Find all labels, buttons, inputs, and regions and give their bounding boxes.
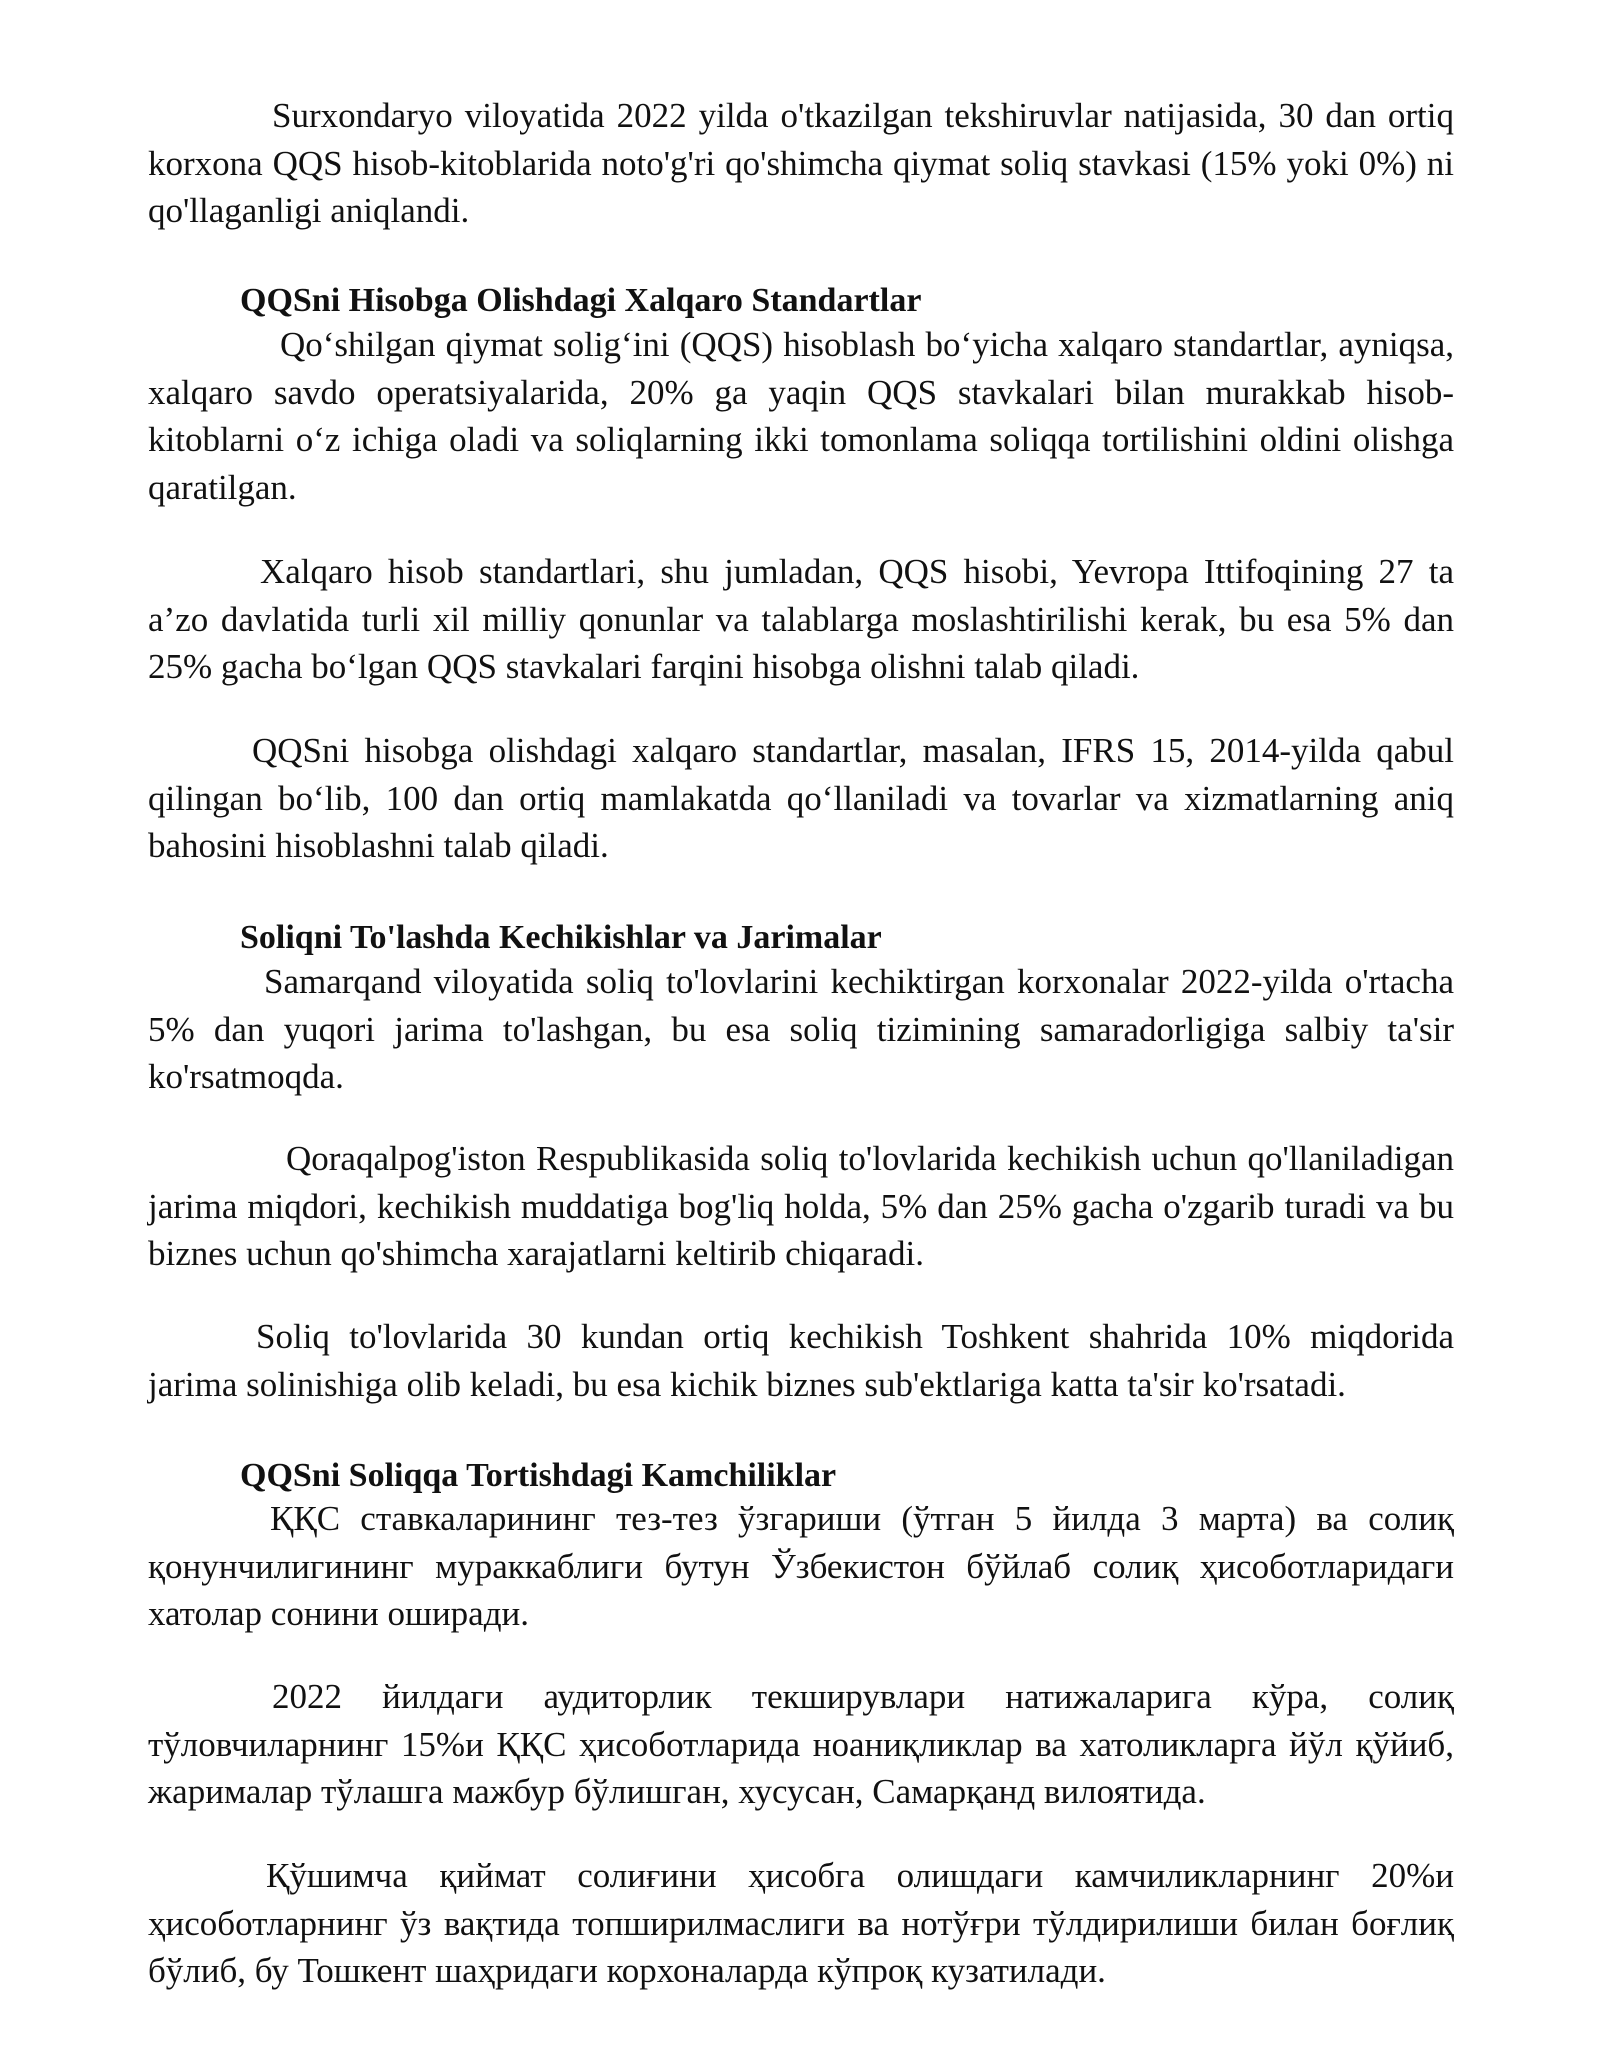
paragraph: Қўшимча қиймат солиғини ҳисобга олишдаги камчиликларнинг 20%и ҳисоботларнинг ўз вақтида топширилмаслиги ва нотўғри тўлдирилиши билан боғлиқ бўлиб, бу Тошкент шаҳридаги корхоналарда кўпроқ кузатилади. <box>148 1856 1454 1990</box>
section-heading: QQSni Soliqqa Tortishdagi Kamchiliklar <box>240 1457 837 1494</box>
paragraph: ҚҚС ставкаларининг тез-тез ўзгариши (ўтган 5 йилда 3 марта) ва солиқ қонунчилигининг мураккаблиги бутун Ўзбекистон бўйлаб солиқ ҳисоботларидаги хатолар сонини оширади. <box>148 1499 1454 1633</box>
section-heading: QQSni Hisobga Olishdagi Xalqaro Standartlar <box>240 282 922 319</box>
paragraph: 2022 йилдаги аудиторлик текширувлари натижаларига кўра, солиқ тўловчиларнинг 15%и ҚҚС ҳисоботларида ноаниқликлар ва хатоликларга йўл қўйиб, жарималар тўлашга мажбур бўлишган, хусусан, Самарқанд вилоятида. <box>148 1677 1454 1811</box>
paragraph: Surxondaryo viloyatida 2022 yilda o'tkazilgan tekshiruvlar natijasida, 30 dan ortiq korxona QQS hisob-kitoblarida noto'g'ri qo'shimcha qiymat soliq stavkasi (15% yoki 0%) ni qo'llaganligi aniqlandi. <box>148 96 1454 230</box>
paragraph: Xalqaro hisob standartlari, shu jumladan, QQS hisobi, Yevropa Ittifoqining 27 ta a’zo davlatida turli xil milliy qonunlar va talablarga moslashtirilishi kerak, bu esa 5% dan 25% gacha bo‘lgan QQS stavkalari farqini hisobga olishni talab qiladi. <box>148 552 1454 686</box>
paragraph: QQSni hisobga olishdagi xalqaro standartlar, masalan, IFRS 15, 2014-yilda qabul qilingan bo‘lib, 100 dan ortiq mamlakatda qo‘llaniladi va tovarlar va xizmatlarning aniq bahosini hisoblashni talab qiladi. <box>148 731 1454 865</box>
paragraph: Qo‘shilgan qiymat solig‘ini (QQS) hisoblash bo‘yicha xalqaro standartlar, ayniqsa, xalqaro savdo operatsiyalarida, 20% ga yaqin QQS stavkalari bilan murakkab hisob-kitoblarni o‘z ichiga oladi va soliqlarning ikki tomonlama soliqqa tortilishini oldini olishga qaratilgan. <box>148 325 1454 507</box>
paragraph: Soliq to'lovlarida 30 kundan ortiq kechikish Toshkent shahrida 10% miqdorida jarima solinishiga olib keladi, bu esa kichik biznes sub'ektlariga katta ta'sir ko'rsatadi. <box>148 1317 1454 1404</box>
section-heading: Soliqni To'lashda Kechikishlar va Jarimalar <box>240 919 882 956</box>
paragraph: Samarqand viloyatida soliq to'lovlarini kechiktirgan korxonalar 2022-yilda o'rtacha 5% dan yuqori jarima to'lashgan, bu esa soliq tizimining samaradorligiga salbiy ta'sir ko'rsatmoqda. <box>148 962 1454 1096</box>
paragraph: Qoraqalpog'iston Respublikasida soliq to'lovlarida kechikish uchun qo'llaniladigan jarima miqdori, kechikish muddatiga bog'liq holda, 5% dan 25% gacha o'zgarib turadi va bu biznes uchun qo'shimcha xarajatlarni keltirib chiqaradi. <box>148 1139 1454 1273</box>
